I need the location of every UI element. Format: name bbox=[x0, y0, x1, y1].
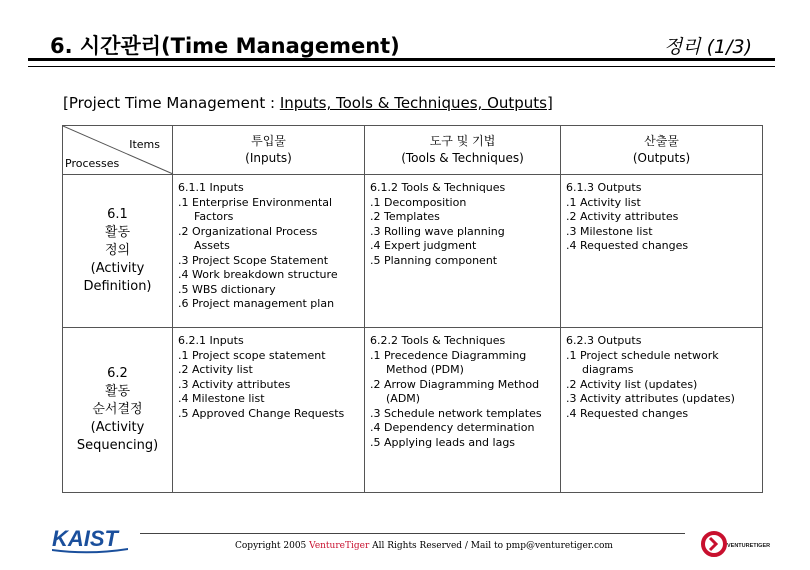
list-item: .2 Activity list bbox=[178, 363, 253, 376]
process-line: 활동 bbox=[104, 384, 131, 399]
header-inputs bbox=[173, 126, 365, 175]
header-tools-korean: 도구 및 기법 bbox=[429, 134, 496, 148]
list-item: .3 Activity attributes bbox=[178, 377, 291, 391]
list-item: .3 Project Scope Statement bbox=[178, 253, 329, 267]
list-item: diagrams bbox=[582, 363, 634, 376]
kaist-logo bbox=[50, 527, 130, 557]
footer-divider bbox=[140, 533, 685, 534]
list-item: .2 Organizational Process bbox=[178, 224, 318, 238]
corner-items-label: Items bbox=[129, 138, 160, 151]
list-item: .5 Planning component bbox=[370, 253, 498, 267]
header-rule-thin bbox=[28, 66, 775, 67]
table-row bbox=[63, 175, 763, 328]
header-tools-english: (Tools & Techniques) bbox=[401, 151, 524, 165]
list-item: 6.1.2 Tools & Techniques bbox=[370, 181, 506, 194]
itto-table bbox=[62, 125, 763, 493]
table-header-row bbox=[63, 126, 763, 175]
process-cell-activity-sequencing bbox=[63, 328, 173, 493]
list-item: .3 Milestone list bbox=[566, 224, 653, 238]
list-item: .3 Schedule network templates bbox=[370, 406, 542, 420]
list-item: .2 Activity attributes bbox=[566, 210, 679, 223]
list-item: 6.2.2 Tools & Techniques bbox=[370, 334, 506, 347]
process-line: Definition) bbox=[83, 279, 152, 294]
copyright-suffix: All Rights Reserved / Mail to pmp@venturetiger.com bbox=[369, 541, 613, 551]
copyright-prefix: Copyright 2005 bbox=[235, 541, 310, 551]
list-item: 6.1.3 Outputs bbox=[566, 181, 642, 194]
header-inputs-english: (Inputs) bbox=[245, 151, 292, 165]
venturetiger-logo bbox=[700, 526, 771, 570]
list-item: .3 Activity attributes (updates) bbox=[566, 392, 735, 405]
list-item: .4 Work breakdown structure bbox=[178, 268, 338, 281]
subtitle-prefix: [Project Time Management : bbox=[63, 94, 280, 112]
process-line: 활동 bbox=[104, 225, 131, 240]
list-item: .2 Templates bbox=[370, 210, 440, 223]
list-item: .5 Approved Change Requests bbox=[178, 406, 345, 420]
corner-processes-label: Processes bbox=[65, 157, 120, 170]
outputs-list bbox=[561, 175, 763, 328]
process-line: 순서결정 bbox=[92, 402, 143, 417]
list-item: .1 Enterprise Environmental bbox=[178, 195, 333, 209]
svg-text:KAIST: KAIST bbox=[52, 526, 118, 551]
kaist-logo-icon bbox=[50, 527, 130, 553]
list-item: .4 Requested changes bbox=[566, 406, 689, 420]
list-item: Factors bbox=[194, 210, 234, 223]
list-item: .5 WBS dictionary bbox=[178, 282, 276, 296]
list-item: 6.2.1 Inputs bbox=[178, 334, 244, 347]
header-tools bbox=[365, 126, 561, 175]
outputs-list bbox=[561, 328, 763, 493]
inputs-list bbox=[173, 328, 365, 493]
header-inputs-korean: 투입물 bbox=[251, 134, 286, 148]
svg-text:VENTURETIGER: VENTURETIGER bbox=[727, 543, 771, 549]
process-line: (Activity bbox=[90, 261, 145, 276]
copyright-text bbox=[235, 541, 613, 551]
process-line: 6.1 bbox=[107, 207, 128, 222]
list-item: (ADM) bbox=[386, 392, 421, 405]
header-rule-thick bbox=[28, 58, 775, 61]
page-indicator: 정리 (1/3) bbox=[663, 36, 752, 58]
list-item: .4 Expert judgment bbox=[370, 239, 477, 252]
tools-list bbox=[365, 328, 561, 493]
venturetiger-logo-icon bbox=[700, 526, 771, 566]
list-item: Assets bbox=[194, 239, 230, 252]
corner-cell bbox=[63, 126, 173, 175]
list-item: .6 Project management plan bbox=[178, 297, 335, 310]
list-item: .2 Activity list (updates) bbox=[566, 377, 698, 391]
header-outputs-korean: 산출물 bbox=[644, 134, 679, 148]
header-outputs bbox=[561, 126, 763, 175]
section-subtitle bbox=[63, 94, 553, 112]
list-item: .4 Requested changes bbox=[566, 239, 689, 252]
list-item: .5 Applying leads and lags bbox=[370, 435, 516, 449]
list-item: 6.1.1 Inputs bbox=[178, 181, 244, 194]
list-item: .1 Project schedule network bbox=[566, 348, 719, 362]
page-title: 6. 시간관리(Time Management) bbox=[50, 34, 400, 58]
process-line: 정의 bbox=[104, 243, 131, 258]
list-item: .1 Precedence Diagramming bbox=[370, 348, 527, 362]
list-item: 6.2.3 Outputs bbox=[566, 334, 642, 347]
process-line: 6.2 bbox=[107, 366, 128, 381]
list-item: .2 Arrow Diagramming Method bbox=[370, 377, 540, 391]
process-line: Sequencing) bbox=[76, 438, 159, 453]
list-item: .3 Rolling wave planning bbox=[370, 224, 505, 238]
subtitle-underlined: Inputs, Tools & Techniques, Outputs] bbox=[279, 94, 553, 112]
header-outputs-english: (Outputs) bbox=[632, 151, 691, 165]
tools-list bbox=[365, 175, 561, 328]
copyright-brand: VentureTiger bbox=[309, 541, 370, 551]
process-cell-activity-definition bbox=[63, 175, 173, 328]
inputs-list bbox=[173, 175, 365, 328]
list-item: .4 Dependency determination bbox=[370, 421, 535, 434]
list-item: .4 Milestone list bbox=[178, 392, 265, 405]
table-row bbox=[63, 328, 763, 493]
list-item: Method (PDM) bbox=[386, 363, 464, 376]
process-line: (Activity bbox=[90, 420, 145, 435]
list-item: .1 Project scope statement bbox=[178, 348, 326, 362]
list-item: .1 Activity list bbox=[566, 195, 641, 209]
list-item: .1 Decomposition bbox=[370, 195, 467, 209]
